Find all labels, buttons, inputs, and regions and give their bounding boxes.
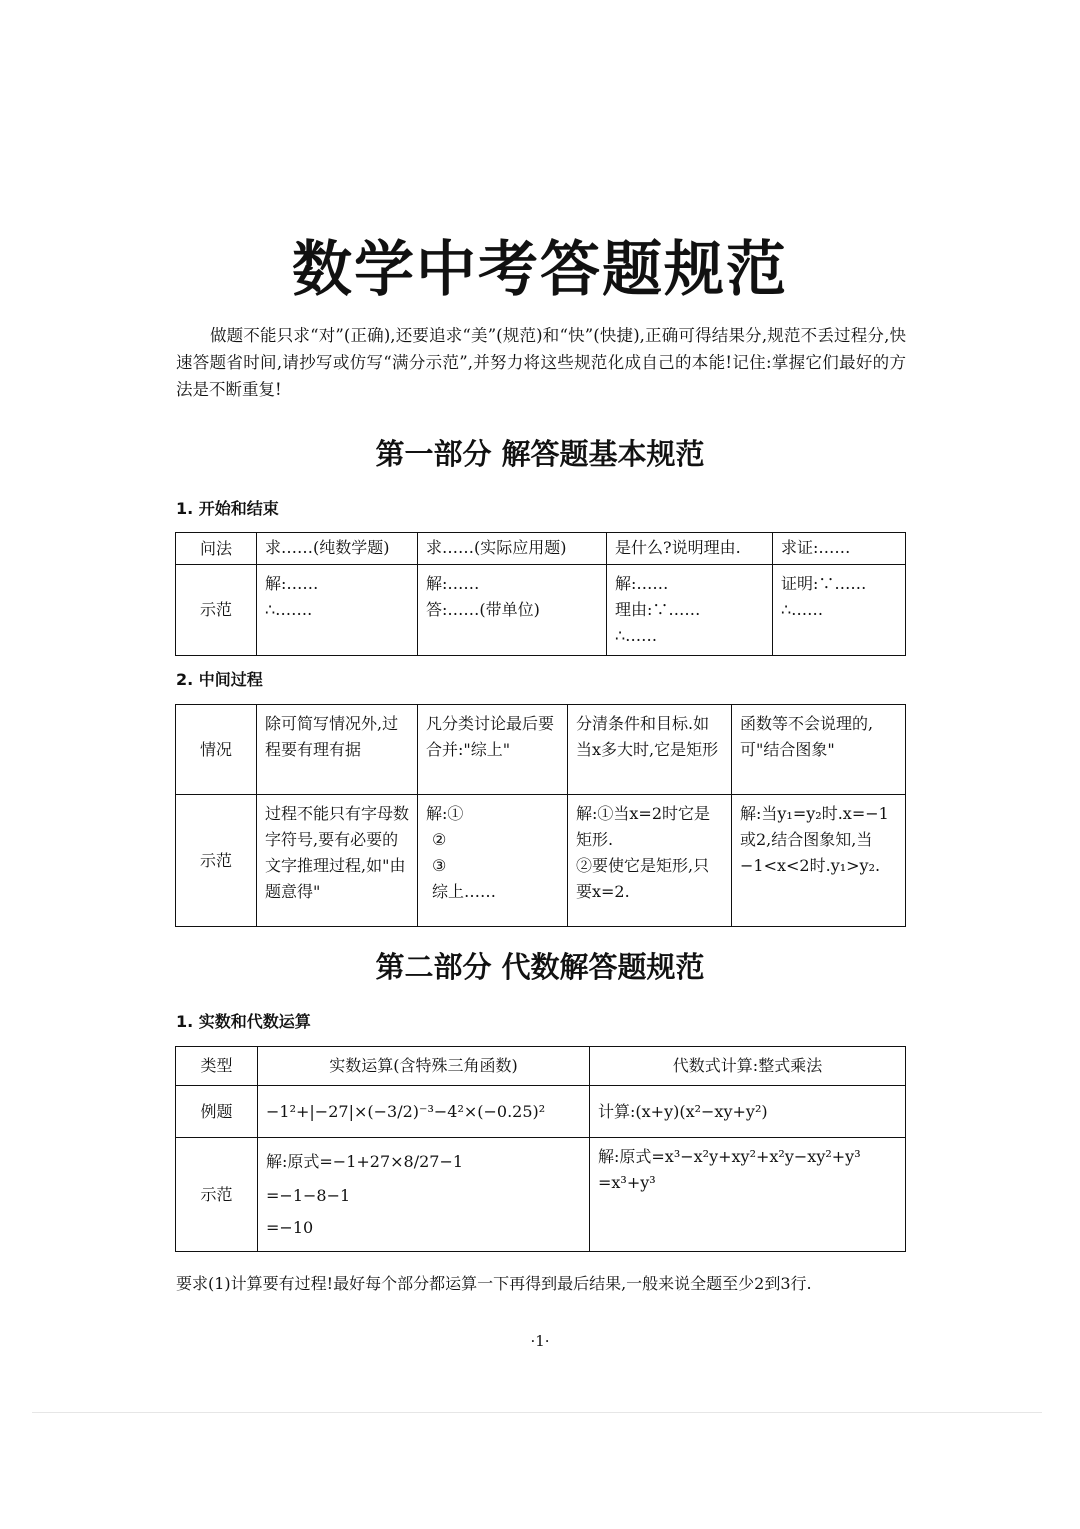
row-label: 示范 (176, 1138, 258, 1252)
table-cell: 除可简写情况外,过程要有理有据 (257, 705, 418, 795)
cell-line: 解:…… (265, 574, 319, 593)
cell-line: 证明:∵…… (781, 574, 867, 593)
cell-line: =x³+y³ (598, 1173, 656, 1192)
table-row (176, 565, 906, 656)
table-cell (418, 565, 607, 656)
cell-line: =−10 (266, 1218, 314, 1237)
table-cell (568, 795, 732, 927)
table-row (176, 1138, 906, 1252)
table-cell (590, 1138, 906, 1252)
intro-paragraph: 做题不能只求“对”(正确),还要追求“美”(规范)和“快”(快捷),正确可得结果分,规范不丢过程分,快速答题省时间,请抄写或仿写“满分示范”,并努力将这些规范化成自己的本能!记住:掌握它们最好的方法是不断重复! (176, 326, 906, 399)
table-row (176, 1086, 906, 1138)
page-title: 数学中考答题规范 (292, 235, 788, 305)
table-row (176, 705, 906, 795)
table-cell: 求……(实际应用题) (418, 533, 607, 565)
part2-sec1-heading: 1. 实数和代数运算 (176, 1012, 311, 1031)
example-algebra: 计算:(x+y)(x²−xy+y²) (590, 1086, 906, 1138)
part1-sec2-heading: 2. 中间过程 (176, 670, 263, 689)
cell-line: ∴……. (265, 600, 313, 619)
example-real: −1²+|−27|×(−3/2)⁻³−4²×(−0.25)² (258, 1086, 590, 1138)
part2-title: 第二部分 代数解答题规范 (375, 950, 705, 984)
row-label: 示范 (176, 795, 257, 927)
start-end-table (175, 532, 906, 656)
table-cell: 分清条件和目标.如当x多大时,它是矩形 (568, 705, 732, 795)
table-cell (773, 565, 906, 656)
table-cell (607, 565, 773, 656)
divider (32, 1412, 1042, 1413)
cell-line: ②要使它是矩形,只要x=2. (576, 856, 710, 901)
cell-line: 综上…… (432, 882, 497, 901)
calculation-table (175, 1046, 906, 1252)
table-cell (258, 1138, 590, 1252)
cell-line: 答:……(带单位) (426, 600, 540, 619)
cell-line: ② (432, 830, 447, 849)
table-cell: 函数等不会说理的,可"结合图象" (732, 705, 906, 795)
row-label: 示范 (176, 565, 257, 656)
table-cell: 求……(纯数学题) (257, 533, 418, 565)
table-row (176, 533, 906, 565)
requirement-text: 要求(1)计算要有过程!最好每个部分都运算一下再得到最后结果,一般来说全题至少2到3行. (176, 1274, 812, 1293)
cell-line: 解:原式=−1+27×8/27−1 (266, 1152, 464, 1171)
cell-line: 解:原式=x³−x²y+xy²+x²y−xy²+y³ (598, 1147, 861, 1166)
row-label: 情况 (176, 705, 257, 795)
row-label: 问法 (176, 533, 257, 565)
header-cell: 代数式计算:整式乘法 (590, 1047, 906, 1086)
cell-line: ③ (432, 856, 447, 875)
table-cell: 解:当y₁=y₂时.x=−1或2,结合图象知,当−1<x<2时.y₁>y₂. (732, 795, 906, 927)
part1-title: 第一部分 解答题基本规范 (375, 437, 705, 471)
table-cell (257, 565, 418, 656)
table-cell: 是什么?说明理由. (607, 533, 773, 565)
table-cell (418, 795, 568, 927)
cell-line: 解:① (426, 804, 464, 823)
header-cell: 实数运算(含特殊三角函数) (258, 1047, 590, 1086)
cell-line: 解:①当x=2时它是矩形. (576, 804, 711, 849)
cell-line: 解:…… (615, 574, 669, 593)
table-row (176, 1047, 906, 1086)
cell-line: 理由:∵…… (615, 600, 701, 619)
row-label: 例题 (176, 1086, 258, 1138)
part1-sec1-heading: 1. 开始和结束 (176, 499, 279, 518)
table-cell: 过程不能只有字母数字符号,要有必要的文字推理过程,如"由题意得" (257, 795, 418, 927)
page-number: ·1· (530, 1332, 550, 1350)
table-cell: 求证:…… (773, 533, 906, 565)
cell-line: ∴…… (781, 600, 824, 619)
process-table (175, 704, 906, 927)
table-cell: 凡分类讨论最后要合并:"综上" (418, 705, 568, 795)
cell-line: ∴…… (615, 626, 658, 645)
cell-line: =−1−8−1 (266, 1186, 351, 1205)
table-row (176, 795, 906, 927)
header-cell: 类型 (176, 1047, 258, 1086)
cell-line: 解:…… (426, 574, 480, 593)
